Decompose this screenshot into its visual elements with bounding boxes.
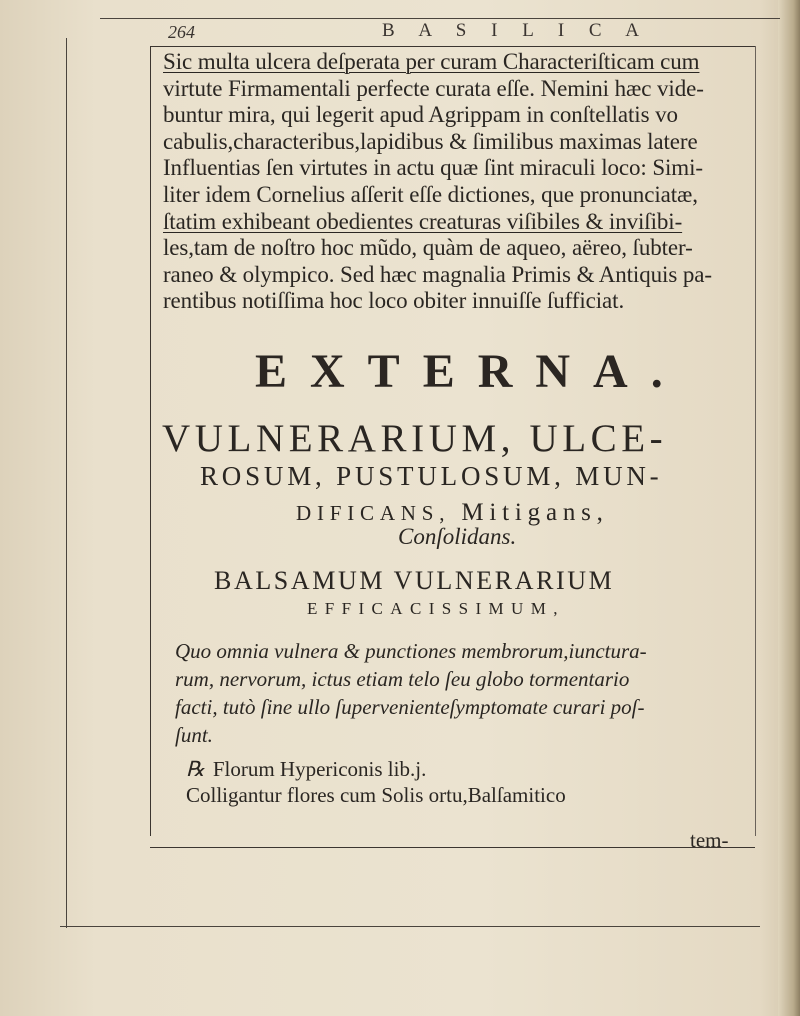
italic-line: ſunt.	[175, 723, 213, 747]
title-line-3-part-b: Mitigans,	[461, 499, 609, 526]
outer-left-rule	[66, 38, 67, 928]
text-frame-right	[755, 46, 756, 836]
body-line: virtute Firmamentali perfecte curata eſſe. Nemini hæc vide-	[163, 75, 704, 101]
italic-description	[175, 637, 750, 749]
text-frame-left	[150, 46, 151, 836]
body-line: buntur mira, qui legerit apud Agrippam in conſtellatis vo	[163, 102, 678, 128]
title-line-4: Conſolidans.	[398, 524, 517, 549]
title-line-1: VULNERARIUM, ULCE-	[162, 417, 668, 460]
recipe	[186, 756, 566, 808]
outer-bottom-rule	[60, 926, 760, 927]
body-line: cabulis,characteribus,lapidibus & ſimilibus maximas latere	[163, 128, 698, 154]
remedy-title: BALSAMUM VULNERARIUM	[214, 566, 615, 595]
text-frame-bottom	[150, 847, 755, 848]
title-line-3	[296, 499, 609, 527]
catchword: tem-	[690, 828, 729, 852]
body-line: les,tam de noſtro hoc mũdo, quàm de aqueo, aëreo, ſubter-	[163, 235, 693, 261]
page-edge-shadow	[778, 0, 800, 1016]
body-line: Sic multa ulcera deſperata per curam Characteriſticam cum	[163, 49, 700, 74]
body-line: liter idem Cornelius aſſerit eſſe dictiones, que pronunciatæ,	[163, 181, 698, 207]
italic-line: rum, nervorum, ictus etiam telo ſeu globo tormentario	[175, 667, 630, 691]
running-head: B A S I L I C A	[382, 20, 650, 41]
remedy-subtitle: EFFICACISSIMUM,	[307, 599, 565, 618]
page-number: 264	[168, 22, 195, 42]
title-line-3-part-a: DIFICANS,	[296, 501, 451, 525]
header-rule	[100, 18, 780, 19]
recipe-line-2: Colligantur flores cum Solis ortu,Balſamitico	[186, 783, 566, 807]
body-line: ſtatim exhibeant obedientes creaturas viſibiles & inviſibi-	[163, 208, 683, 234]
recipe-symbol: ℞	[186, 757, 205, 781]
title-line-2: ROSUM, PUSTULOSUM, MUN-	[200, 461, 663, 491]
text-frame-top	[150, 46, 755, 47]
italic-line: facti, tutò ſine ullo ſupervenienteſymptomate curari poſ-	[175, 695, 645, 719]
italic-line: Quo omnia vulnera & punctiones membrorum,iunctura-	[175, 639, 647, 663]
body-line: rentibus notiſſima hoc loco obiter innuiſſe ſufficiat.	[163, 288, 625, 314]
recipe-ingredient: Florum Hypericonis lib.j.	[212, 757, 427, 781]
body-line: Influentias ſen virtutes in actu quæ ſint miraculi loco: Simi-	[163, 155, 703, 181]
section-heading-externa: EXTERNA.	[255, 345, 686, 398]
body-paragraph	[163, 49, 753, 315]
recipe-line-1	[186, 756, 566, 782]
body-line: raneo & olympico. Sed hæc magnalia Primis & Antiquis pa-	[163, 261, 712, 287]
